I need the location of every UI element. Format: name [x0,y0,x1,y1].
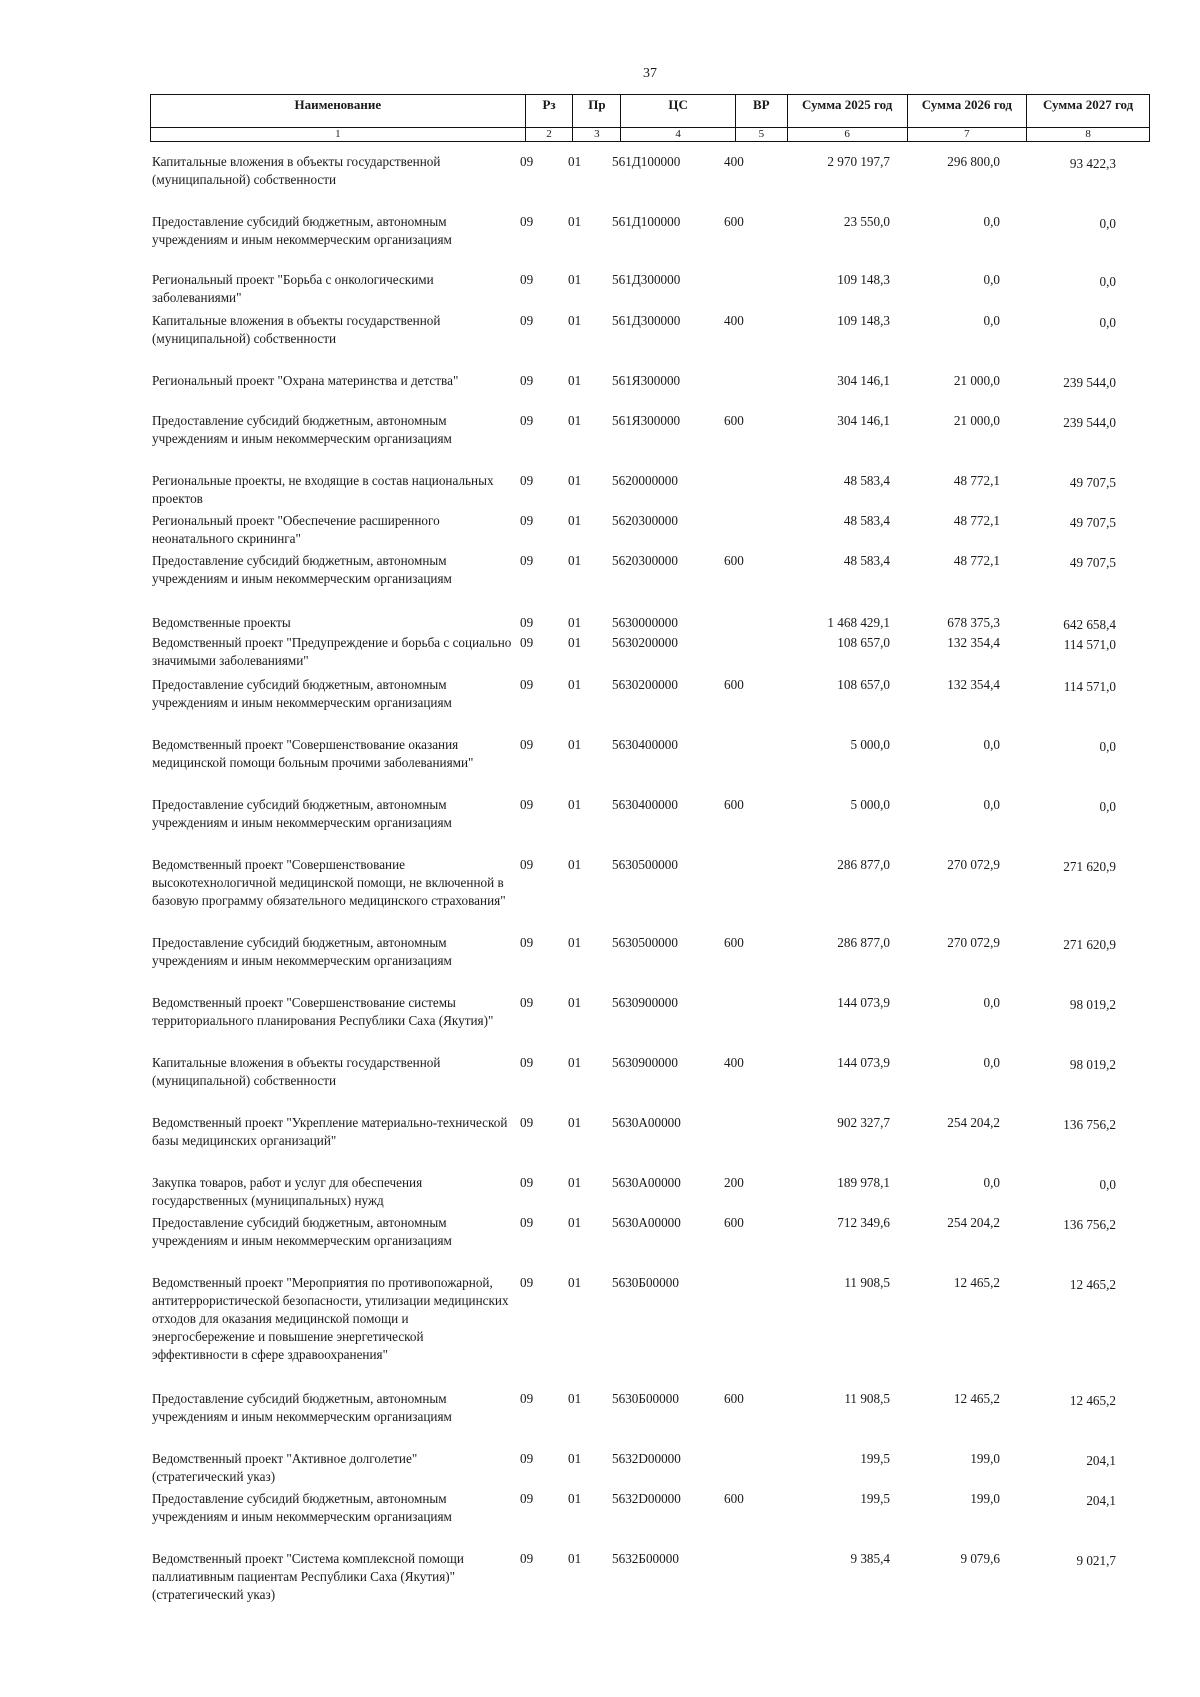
row-rz-cell: 09 [520,313,534,328]
row-pr-cell: 01 [568,1215,582,1230]
row-sum-2026-cell: 199,0 [970,1451,1000,1466]
row-sum-2027-cell: 9 021,7 [1076,1553,1116,1568]
row-pr-cell: 01 [568,272,582,287]
row-cs-cell: 5632Б00000 [612,1551,679,1566]
row-sum-2026-cell: 199,0 [970,1491,1000,1506]
row-cs-cell: 5630500000 [612,857,678,872]
row-name-cell: Ведомственный проект "Активное долголетие" (стратегический указ) [152,1451,418,1484]
row-sum-2027-cell: 136 756,2 [1063,1117,1116,1132]
row-name-cell: Предоставление субсидий бюджетным, автономным учреждениям и иным некоммерческим организациям [152,935,452,968]
row-cs-cell: 561Д300000 [612,272,681,287]
row-sum-2026-cell: 254 204,2 [947,1115,1000,1130]
row-sum-2027-cell: 0,0 [1099,274,1116,289]
col-number: 3 [573,128,621,142]
row-cs-cell: 5630200000 [612,677,678,692]
col-number: 5 [735,128,787,142]
row-sum-2027-cell: 271 620,9 [1063,937,1116,952]
row-sum-2027-cell: 239 544,0 [1063,415,1116,430]
row-sum-2025-cell: 286 877,0 [837,935,890,950]
row-sum-2027-cell: 0,0 [1099,216,1116,231]
row-sum-2026-cell: 132 354,4 [947,635,1000,650]
row-sum-2027-cell: 49 707,5 [1069,515,1116,530]
row-pr-cell: 01 [568,1451,582,1466]
row-sum-2026-cell: 12 465,2 [953,1275,1000,1290]
row-rz-cell: 09 [520,935,534,950]
col-number: 4 [621,128,735,142]
row-sum-2026-cell: 21 000,0 [953,373,1000,388]
row-sum-2026-cell: 21 000,0 [953,413,1000,428]
row-sum-2026-cell: 0,0 [983,737,1000,752]
col-number: 7 [907,128,1027,142]
row-cs-cell: 561Д100000 [612,214,681,229]
row-sum-2025-cell: 304 146,1 [837,373,890,388]
row-rz-cell: 09 [520,1451,534,1466]
page-number: 37 [643,66,657,81]
row-sum-2027-cell: 114 571,0 [1063,637,1116,652]
row-cs-cell: 5620300000 [612,553,678,568]
col-header-sum-2027: Сумма 2027 год [1027,95,1150,128]
row-sum-2025-cell: 48 583,4 [843,473,890,488]
row-cs-cell: 561Я300000 [612,373,681,388]
row-sum-2025-cell: 144 073,9 [837,1055,890,1070]
row-rz-cell: 09 [520,677,534,692]
row-name-cell: Ведомственный проект "Система комплексной помощи паллиативным пациентам Республики Саха (Якутия)" (стратегический указ) [152,1551,464,1602]
row-pr-cell: 01 [568,677,582,692]
row-pr-cell: 01 [568,995,582,1010]
row-name-cell: Ведомственный проект "Совершенствование системы территориального планирования Республики Саха (Якутия)" [152,995,494,1028]
row-rz-cell: 09 [520,1551,534,1566]
row-name-cell: Ведомственный проект "Совершенствование высокотехнологичной медицинской помощи, не включенной в базовую программу обязательного медицинского страхования" [152,857,506,908]
row-sum-2025-cell: 11 908,5 [844,1391,890,1406]
row-pr-cell: 01 [568,1275,582,1290]
row-sum-2025-cell: 23 550,0 [843,214,890,229]
row-rz-cell: 09 [520,857,534,872]
row-vr-cell: 600 [724,413,744,428]
row-sum-2026-cell: 48 772,1 [953,553,1000,568]
row-vr-cell: 600 [724,1491,744,1506]
row-rz-cell: 09 [520,1055,534,1070]
row-sum-2026-cell: 0,0 [983,1175,1000,1190]
row-name-cell: Региональный проект "Охрана материнства и детства" [152,373,459,388]
row-sum-2027-cell: 239 544,0 [1063,375,1116,390]
row-sum-2026-cell: 0,0 [983,313,1000,328]
row-name-cell: Предоставление субсидий бюджетным, автономным учреждениям и иным некоммерческим организациям [152,214,452,247]
row-sum-2025-cell: 712 349,6 [837,1215,890,1230]
row-sum-2025-cell: 286 877,0 [837,857,890,872]
row-cs-cell: 5630900000 [612,995,678,1010]
row-sum-2027-cell: 136 756,2 [1063,1217,1116,1232]
col-header-sum-2025: Сумма 2025 год [787,95,907,128]
row-name-cell: Региональные проекты, не входящие в состав национальных проектов [152,473,494,506]
row-name-cell: Капитальные вложения в объекты государственной (муниципальной) собственности [152,154,441,187]
row-sum-2027-cell: 0,0 [1099,799,1116,814]
row-name-cell: Ведомственные проекты [152,615,291,630]
row-sum-2025-cell: 109 148,3 [837,313,890,328]
row-cs-cell: 5620000000 [612,473,678,488]
row-name-cell: Предоставление субсидий бюджетным, автономным учреждениям и иным некоммерческим организациям [152,553,452,586]
row-vr-cell: 600 [724,1215,744,1230]
row-rz-cell: 09 [520,995,534,1010]
row-rz-cell: 09 [520,1175,534,1190]
row-sum-2025-cell: 11 908,5 [844,1275,890,1290]
row-pr-cell: 01 [568,214,582,229]
row-rz-cell: 09 [520,214,534,229]
row-sum-2025-cell: 2 970 197,7 [827,154,890,169]
row-rz-cell: 09 [520,1491,534,1506]
row-sum-2026-cell: 296 800,0 [947,154,1000,169]
row-cs-cell: 5630000000 [612,615,678,630]
row-sum-2025-cell: 9 385,4 [850,1551,890,1566]
row-cs-cell: 5632D00000 [612,1491,681,1506]
row-sum-2026-cell: 0,0 [983,1055,1000,1070]
row-pr-cell: 01 [568,413,582,428]
row-sum-2025-cell: 199,5 [860,1491,890,1506]
row-rz-cell: 09 [520,1215,534,1230]
row-name-cell: Предоставление субсидий бюджетным, автономным учреждениям и иным некоммерческим организациям [152,1391,452,1424]
row-sum-2025-cell: 109 148,3 [837,272,890,287]
row-sum-2027-cell: 12 465,2 [1069,1393,1116,1408]
row-sum-2025-cell: 108 657,0 [837,635,890,650]
row-sum-2026-cell: 0,0 [983,995,1000,1010]
row-cs-cell: 5630Б00000 [612,1275,679,1290]
row-vr-cell: 600 [724,1391,744,1406]
row-sum-2025-cell: 189 978,1 [837,1175,890,1190]
row-sum-2025-cell: 5 000,0 [850,797,890,812]
row-rz-cell: 09 [520,553,534,568]
row-pr-cell: 01 [568,635,582,650]
row-vr-cell: 400 [724,1055,744,1070]
col-header-pr: Пр [573,95,621,128]
row-sum-2026-cell: 0,0 [983,797,1000,812]
row-sum-2025-cell: 144 073,9 [837,995,890,1010]
row-rz-cell: 09 [520,797,534,812]
row-sum-2026-cell: 48 772,1 [953,513,1000,528]
row-sum-2027-cell: 271 620,9 [1063,859,1116,874]
row-sum-2025-cell: 1 468 429,1 [827,615,890,630]
row-sum-2027-cell: 642 658,4 [1063,617,1116,632]
row-sum-2027-cell: 0,0 [1099,739,1116,754]
row-sum-2027-cell: 98 019,2 [1069,1057,1116,1072]
col-number: 6 [787,128,907,142]
row-vr-cell: 600 [724,677,744,692]
row-cs-cell: 5632D00000 [612,1451,681,1466]
row-name-cell: Ведомственный проект "Мероприятия по противопожарной, антитеррористической безопасности, утилизации медицинских отходов для оказания медицинской помощи и энергосбережение и повышение энергетической эффективности в сфере здравоохранения" [152,1275,509,1362]
row-name-cell: Предоставление субсидий бюджетным, автономным учреждениям и иным некоммерческим организациям [152,1215,452,1248]
row-cs-cell: 5630Б00000 [612,1391,679,1406]
row-name-cell: Закупка товаров, работ и услуг для обеспечения государственных (муниципальных) нужд [152,1175,423,1208]
row-rz-cell: 09 [520,635,534,650]
row-rz-cell: 09 [520,373,534,388]
row-rz-cell: 09 [520,1275,534,1290]
row-cs-cell: 5620300000 [612,513,678,528]
row-sum-2027-cell: 49 707,5 [1069,555,1116,570]
row-pr-cell: 01 [568,1055,582,1070]
row-sum-2026-cell: 270 072,9 [947,935,1000,950]
row-sum-2025-cell: 199,5 [860,1451,890,1466]
row-vr-cell: 600 [724,935,744,950]
row-sum-2026-cell: 12 465,2 [953,1391,1000,1406]
row-name-cell: Региональный проект "Обеспечение расширенного неонатального скрининга" [152,513,440,546]
row-name-cell: Предоставление субсидий бюджетным, автономным учреждениям и иным некоммерческим организациям [152,797,452,830]
row-pr-cell: 01 [568,473,582,488]
col-header-rz: Рз [525,95,573,128]
row-sum-2026-cell: 9 079,6 [960,1551,1000,1566]
row-vr-cell: 600 [724,797,744,812]
row-pr-cell: 01 [568,737,582,752]
row-rz-cell: 09 [520,737,534,752]
row-pr-cell: 01 [568,1551,582,1566]
col-number: 1 [151,128,526,142]
row-cs-cell: 5630500000 [612,935,678,950]
row-cs-cell: 5630400000 [612,797,678,812]
row-rz-cell: 09 [520,615,534,630]
row-sum-2026-cell: 0,0 [983,272,1000,287]
row-sum-2025-cell: 304 146,1 [837,413,890,428]
row-sum-2027-cell: 0,0 [1099,315,1116,330]
row-pr-cell: 01 [568,1175,582,1190]
row-pr-cell: 01 [568,1391,582,1406]
row-rz-cell: 09 [520,413,534,428]
row-sum-2027-cell: 98 019,2 [1069,997,1116,1012]
row-rz-cell: 09 [520,1115,534,1130]
row-pr-cell: 01 [568,373,582,388]
row-sum-2026-cell: 270 072,9 [947,857,1000,872]
row-sum-2025-cell: 902 327,7 [837,1115,890,1130]
row-cs-cell: 561Д100000 [612,154,681,169]
row-cs-cell: 5630400000 [612,737,678,752]
row-pr-cell: 01 [568,615,582,630]
col-header-name: Наименование [151,95,526,128]
row-vr-cell: 200 [724,1175,744,1190]
row-rz-cell: 09 [520,272,534,287]
row-sum-2027-cell: 0,0 [1099,1177,1116,1192]
row-sum-2027-cell: 204,1 [1086,1453,1116,1468]
row-sum-2025-cell: 108 657,0 [837,677,890,692]
row-sum-2027-cell: 93 422,3 [1069,156,1116,171]
row-vr-cell: 600 [724,553,744,568]
row-sum-2026-cell: 132 354,4 [947,677,1000,692]
row-sum-2026-cell: 0,0 [983,214,1000,229]
row-name-cell: Региональный проект "Борьба с онкологическими заболеваниями" [152,272,434,305]
row-pr-cell: 01 [568,313,582,328]
row-name-cell: Капитальные вложения в объекты государственной (муниципальной) собственности [152,313,441,346]
col-header-cs: ЦС [621,95,735,128]
row-sum-2025-cell: 48 583,4 [843,553,890,568]
table-header [150,94,1150,142]
col-header-vr: ВР [735,95,787,128]
row-cs-cell: 5630200000 [612,635,678,650]
row-cs-cell: 5630А00000 [612,1215,681,1230]
row-pr-cell: 01 [568,1491,582,1506]
row-name-cell: Капитальные вложения в объекты государственной (муниципальной) собственности [152,1055,441,1088]
row-pr-cell: 01 [568,154,582,169]
row-name-cell: Предоставление субсидий бюджетным, автономным учреждениям и иным некоммерческим организациям [152,1491,452,1524]
row-sum-2025-cell: 48 583,4 [843,513,890,528]
row-rz-cell: 09 [520,513,534,528]
row-sum-2027-cell: 204,1 [1086,1493,1116,1508]
row-sum-2027-cell: 114 571,0 [1063,679,1116,694]
row-sum-2027-cell: 49 707,5 [1069,475,1116,490]
row-pr-cell: 01 [568,513,582,528]
row-cs-cell: 5630А00000 [612,1115,681,1130]
row-name-cell: Ведомственный проект "Совершенствование оказания медицинской помощи больным прочими заболеваниями" [152,737,474,770]
row-pr-cell: 01 [568,797,582,812]
row-vr-cell: 600 [724,214,744,229]
row-name-cell: Предоставление субсидий бюджетным, автономным учреждениям и иным некоммерческим организациям [152,677,452,710]
col-number: 8 [1027,128,1150,142]
row-rz-cell: 09 [520,1391,534,1406]
row-name-cell: Ведомственный проект "Предупреждение и борьба с социально значимыми заболеваниями" [152,635,512,668]
row-sum-2025-cell: 5 000,0 [850,737,890,752]
row-sum-2026-cell: 48 772,1 [953,473,1000,488]
row-cs-cell: 5630А00000 [612,1175,681,1190]
row-pr-cell: 01 [568,1115,582,1130]
row-sum-2026-cell: 678 375,3 [947,615,1000,630]
row-sum-2027-cell: 12 465,2 [1069,1277,1116,1292]
row-vr-cell: 400 [724,154,744,169]
row-rz-cell: 09 [520,473,534,488]
row-rz-cell: 09 [520,154,534,169]
col-header-sum-2026: Сумма 2026 год [907,95,1027,128]
row-pr-cell: 01 [568,935,582,950]
row-cs-cell: 561Я300000 [612,413,681,428]
row-name-cell: Ведомственный проект "Укрепление материально-технической базы медицинских организаций" [152,1115,508,1148]
row-pr-cell: 01 [568,553,582,568]
row-pr-cell: 01 [568,857,582,872]
row-name-cell: Предоставление субсидий бюджетным, автономным учреждениям и иным некоммерческим организациям [152,413,452,446]
row-cs-cell: 5630900000 [612,1055,678,1070]
row-vr-cell: 400 [724,313,744,328]
row-cs-cell: 561Д300000 [612,313,681,328]
row-sum-2026-cell: 254 204,2 [947,1215,1000,1230]
col-number: 2 [525,128,573,142]
